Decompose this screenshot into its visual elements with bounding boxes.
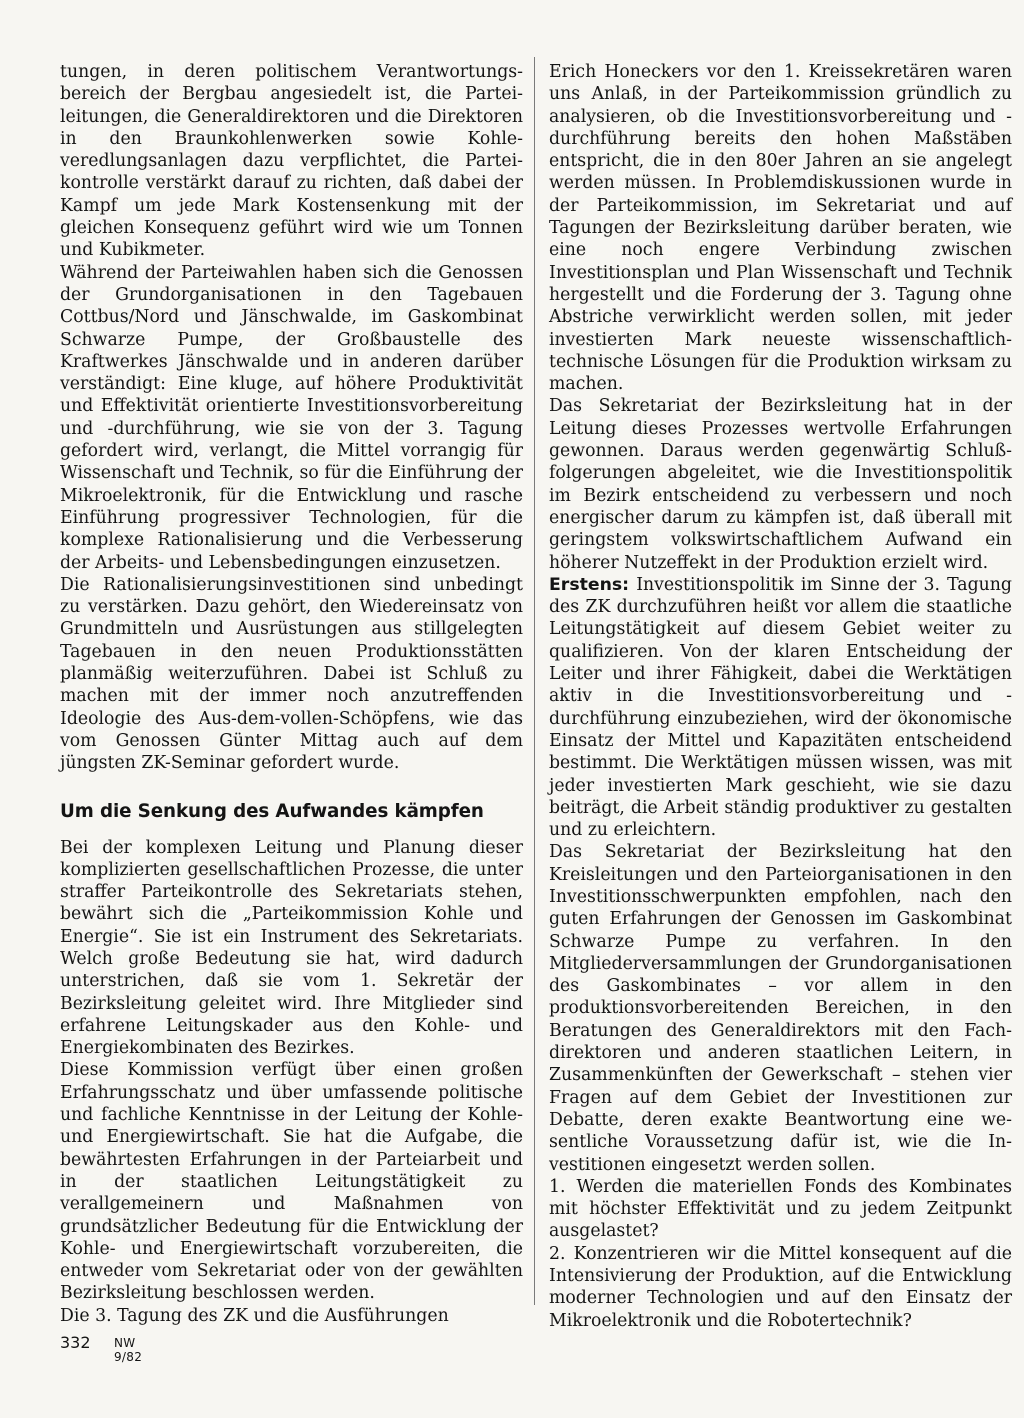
section-heading: Um die Senkung des Aufwandes kämpfen: [60, 800, 484, 822]
question-item: 2. Konzentrieren wir die Mittel konsequent auf die Intensivierung der Produktion, auf die Entwicklung moderner Technologien und auf den Einsatz der Mikroelektronik und die Robotertechnik?: [549, 1243, 1012, 1331]
paragraph: Bei der komplexen Leitung und Planung dieser komplizierten gesellschaftlichen Prozesse, die unter straffer Parteikontrolle des Sekretariats stehen, bewährt sich die „Parteikommission Kohle und Energie“. Sie ist ein Instrument des Sekretariats. Welch große Bedeutung sie hat, wird dadurch unterstrichen, daß sie vom 1. Sekretär der Bezirksleitung geleitet wird. Ihre Mitglieder sind erfahrene Leitungskader aus den Kohle- und Energiekombinaten des Bezirkes.: [60, 837, 523, 1059]
paragraph: Das Sekretariat der Bezirksleitung hat in der Leitung dieses Prozesses wertvolle Erfahrungen gewonnen. Daraus werden gegenwärtig Schlußfolgerungen abgeleitet, wie die Investitionspolitik im Bezirk entscheidend zu verbessern und noch energischer darum zu kämpfen ist, daß überall mit geringstem volkswirtschaftlichem Aufwand ein höherer Nutzeffekt in der Produktion erzielt wird.: [549, 396, 1012, 573]
column-divider: [534, 57, 535, 1305]
right-column: [549, 61, 1012, 1332]
page-number: 332: [60, 1333, 91, 1352]
question-item: 1. Werden die materiellen Fonds des Kombinates mit höchster Effektivität und zu jedem Zeitpunkt ausgelastet?: [549, 1176, 1012, 1242]
paragraph: Die Rationalisierungsinvestitionen sind unbedingt zu verstärken. Dazu gehört, den Wiedereinsatz von Grundmitteln und Ausrüstungen aus stillgelegten Tagebauen in den neuen Produktionsstätten planmäßig weiterzuführen. Dabei ist Schluß zu machen mit der immer noch anzutreffenden Ideologie des Aus-dem-vollen-Schöpfens, wie das vom Genossen Günter Mittag auch auf dem jüngsten ZK-Seminar gefordert wurde.: [60, 574, 523, 774]
paragraph: Diese Kommission verfügt über einen großen Erfahrungsschatz und über umfassende politische und fachliche Kenntnisse in der Leitung der Kohle- und Energiewirtschaft. Sie hat die Aufgabe, die bewährtesten Erfahrungen in der Parteiarbeit und in der staatlichen Leitungstätigkeit zu verallgemeinern und Maßnahmen von grundsätzlicher Bedeutung für die Entwicklung der Kohle- und Energiewirtschaft vorzubereiten, die entweder vom Sekretariat oder von der gewählten Bezirksleitung beschlossen werden.: [60, 1060, 523, 1304]
paragraph: tungen, in deren politischem Verantwortungsbereich der Bergbau angesiedelt ist, die Parteileitungen, die Generaldirektoren und die Direktoren in den Braunkohlenwerken sowie Kohleveredlungsanlagen dazu verpflichtet, die Parteikontrolle verstärkt darauf zu richten, daß dabei der Kampf um jede Mark Kostensenkung mit der gleichen Konsequenz geführt wird wie um Tonnen und Kubikmeter.: [60, 62, 523, 261]
paragraph-lead: Erstens:: [549, 574, 630, 595]
paragraph: Während der Parteiwahlen haben sich die Genossen der Grundorganisationen in den Tagebauen Cottbus/Nord und Jänschwalde, im Gaskombinat Schwarze Pumpe, der Großbaustelle des Kraftwerkes Jänschwalde und in anderen darüber verständigt: Eine kluge, auf höhere Produktivität und Effektivität orientierte Investitionsvorbereitung und -durchführung, wie sie von der 3. Tagung gefordert wird, verlangt, die Mittel vorrangig für Wissenschaft und Technik, so für die Einführung der Mikroelektronik, für die Entwicklung und rasche Einführung progressiver Technologien, für die komplexe Rationalisierung und die Verbesserung der Arbeits- und Lebensbedingungen einzusetzen.: [60, 262, 523, 573]
paragraph: [549, 574, 1012, 842]
paragraph: Die 3. Tagung des ZK und die Ausführungen: [60, 1305, 449, 1326]
paragraph: Das Sekretariat der Bezirksleitung hat den Kreisleitungen und den Parteiorganisationen in den Investitionsschwerpunkten empfohlen, nach den guten Erfahrungen der Genossen im Gaskombinat Schwarze Pumpe zu verfahren. In den Mitgliederversammlungen der Grundorganisationen des Gaskombinates – vor allem in den produktionsvorbereitenden Bereichen, in den Beratungen des Generaldirektors mit den Fachdirektoren und anderen staatlichen Leitern, in Zusammenkünften der Gewerkschaft – stehen vier Fragen auf dem Gebiet der Investitionen zur Debatte, deren exakte Beantwortung eine wesentliche Voraussetzung dafür ist, wie die Investitionen eingesetzt werden sollen.: [549, 842, 1012, 1175]
left-column: [60, 61, 523, 1327]
issue-label: NW 9/82: [114, 1336, 143, 1364]
paragraph: Erich Honeckers vor den 1. Kreissekretären waren uns Anlaß, in der Parteikommission gründlich zu analysieren, ob die Investitionsvorbereitung und -durchführung bereits den hohen Maßstäben entspricht, die in den 80er Jahren an sie angelegt werden müssen. In Problemdiskussionen wurde in der Parteikommission, im Sekretariat und auf Tagungen der Bezirksleitung darüber beraten, wie eine noch engere Verbindung zwischen Investitionsplan und Plan Wissenschaft und Technik hergestellt und die Forderung der 3. Tagung ohne Abstriche verwirklicht werden sollen, mit jeder investierten Mark neueste wissenschaftlich-technische Lösungen für die Produktion wirksam zu machen.: [549, 62, 1012, 395]
paragraph-body: Investitionspolitik im Sinne der 3. Tagung des ZK durchzuführen heißt vor allem die staatliche Leitungstätigkeit auf diesem Gebiet weiter zu qualifizieren. Von der klaren Entscheidung der Leiter und ihrer Fähigkeit, dabei die Werktätigen aktiv in die Investitionsvorbereitung und -durchführung einzubeziehen, wird der ökonomische Einsatz der Mittel und Kapazitäten entscheidend bestimmt. Die Werktätigen müssen wissen, was mit jeder investierten Mark geschieht, wie sie dazu beiträgt, die Arbeit ständig produktiver zu gestalten und zu erleichtern.: [549, 574, 1012, 841]
